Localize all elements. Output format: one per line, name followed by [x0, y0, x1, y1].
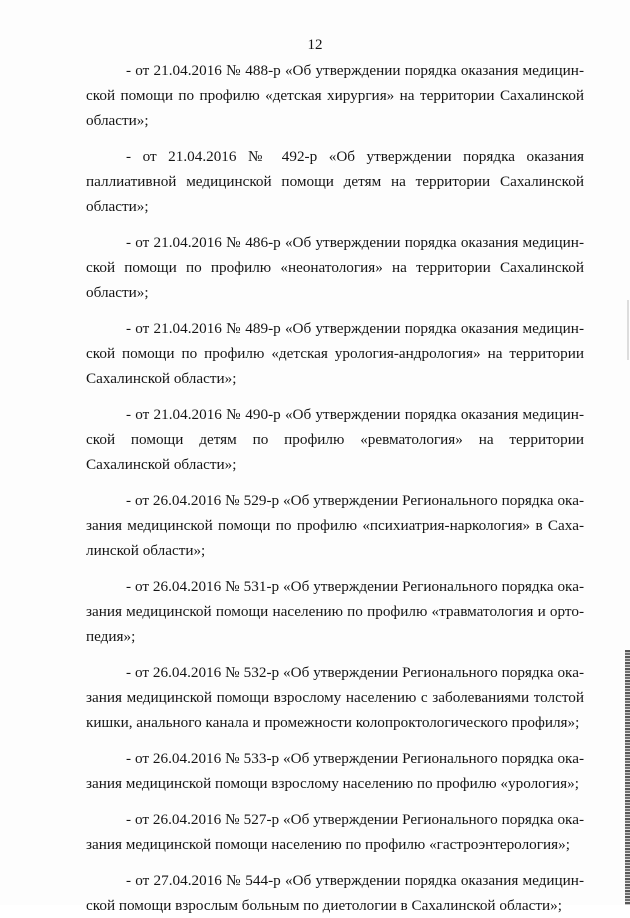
- list-item-order-488: - от 21.04.2016 № 488-р «Об утверждении порядка оказания медицинской помощи по профилю «детская хирургия» на территории Сахалинской области»;: [86, 62, 584, 129]
- list-item-order-486: - от 21.04.2016 № 486-р «Об утверждении порядка оказания медицинской помощи по профилю «неонатология» на территории Сахалинской области»;: [86, 234, 584, 301]
- document-body: [86, 58, 584, 918]
- scan-edge-mark: [627, 300, 629, 360]
- list-item-order-489: - от 21.04.2016 № 489-р «Об утверждении порядка оказания медицинской помощи по профилю «детская урология-андрология» на территории Сахалинской области»;: [86, 320, 584, 387]
- list-item-order-532: - от 26.04.2016 № 532-р «Об утверждении Регионального порядка оказания медицинской помощи взрослому населению с заболеваниями толстой кишки, анального канала и промежности колопроктологического профиля»;: [86, 664, 584, 731]
- list-item-order-544: - от 27.04.2016 № 544-р «Об утверждении порядка оказания медицинской помощи взрослым больным по диетологии в Сахалинской области»;: [86, 872, 584, 914]
- page-number: 12: [307, 37, 323, 53]
- list-item-order-531: - от 26.04.2016 № 531-р «Об утверждении Регионального порядка оказания медицинской помощи населению по профилю «травматология и ортопедия»;: [86, 578, 584, 645]
- list-item-order-529: - от 26.04.2016 № 529-р «Об утверждении Регионального порядка оказания медицинской помощи по профилю «психиатрия-наркология» в Сахалинской области»;: [86, 492, 584, 559]
- scan-edge-artifact: [625, 650, 630, 905]
- list-item-order-492: - от 21.04.2016 № 492-р «Об утверждении порядка оказания паллиативной медицинской помощи детям на территории Сахалинской области»;: [86, 148, 584, 215]
- list-item-order-527: - от 26.04.2016 № 527-р «Об утверждении Регионального порядка оказания медицинской помощи населению по профилю «гастроэнтерология»;: [86, 811, 584, 853]
- list-item-order-490: - от 21.04.2016 № 490-р «Об утверждении порядка оказания медицинской помощи детям по профилю «ревматология» на территории Сахалинской области»;: [86, 406, 584, 473]
- list-item-order-533: - от 26.04.2016 № 533-р «Об утверждении Регионального порядка оказания медицинской помощи взрослому населению по профилю «урология»;: [86, 750, 584, 792]
